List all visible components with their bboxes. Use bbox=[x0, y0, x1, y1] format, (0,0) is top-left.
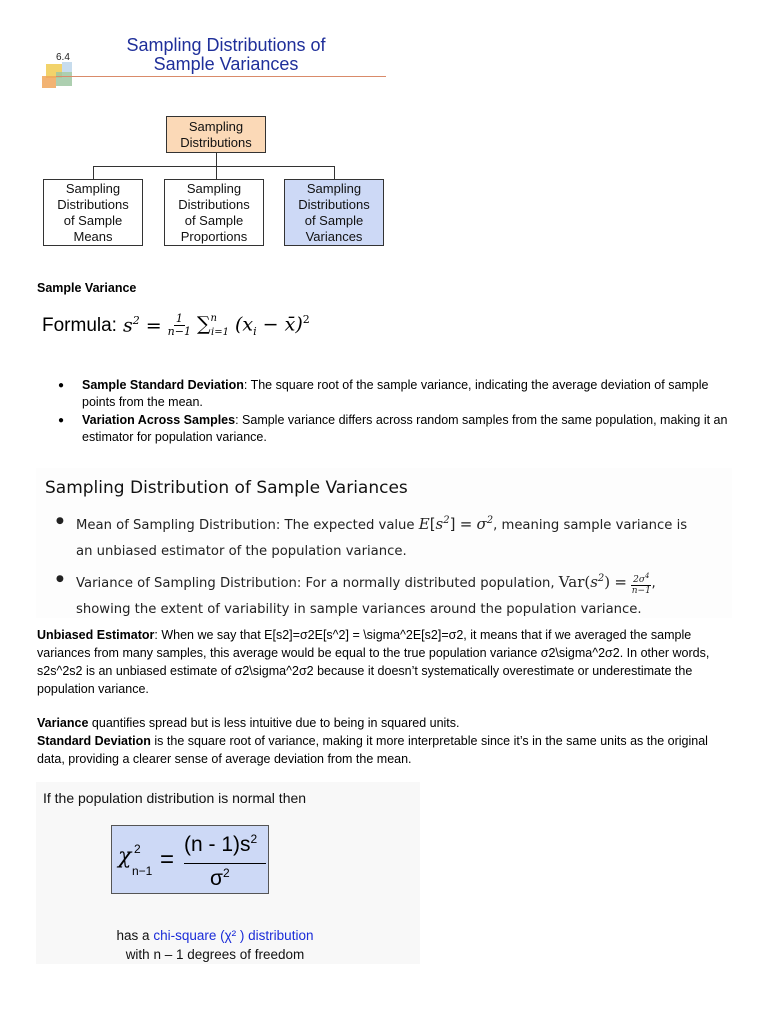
diagram-connector bbox=[216, 166, 217, 179]
chi-square-intro: If the population distribution is normal then bbox=[43, 790, 307, 806]
title-underline bbox=[56, 76, 386, 77]
chi-square-caption: has a chi-square (χ² ) distribution with n – 1 degrees of freedom bbox=[116, 928, 314, 962]
list-item: ● Variation Across Samples: Sample variance differs across random samples from the same population, making it an estimator for population variance. bbox=[56, 412, 736, 446]
variance-of-sampling-distribution-bullet: ● Variance of Sampling Distribution: For a normally distributed population, $Var(s^2)$ = $\frac{2\sigma^4}{n-1}$ , showing the extent of variability in sample variances around the population variance. bbox=[56, 571, 656, 617]
sample-variance-formula: Formula: $s^2$ = $\frac{1}{n-1}$ ∑$^n_{i=1}$ ($x_i$ − x̄)$^2$ bbox=[42, 312, 310, 339]
unbiased-estimator-paragraph: Unbiased Estimator: When we say that E[s2]=σ2E[s^2] = \sigma^2E[s2]=σ2, it means that if we averaged the sample variances from many samples, this average would be equal to the true population variance σ2\sigma^2σ2. In other words, s2s^2s2 is an unbiased estimate of σ2\sigma^2σ2 because it doesn’t systematically overestimate or underestimate the population variance. bbox=[37, 628, 710, 696]
diagram-box-means: Sampling Distributions of Sample Means bbox=[43, 179, 143, 246]
slide-number: 6.4 bbox=[56, 52, 70, 63]
diagram-box-variances: Sampling Distributions of Sample Variances bbox=[284, 179, 384, 246]
diagram-root-box: Sampling Distributions bbox=[166, 116, 266, 153]
mean-of-sampling-distribution-bullet: ● Mean of Sampling Distribution: The expected value $E[s^2] = \sigma^2$, meaning sample variance is an unbiased estimator of the population variance. bbox=[56, 515, 688, 559]
sampling-distribution-title: Sampling Distribution of Sample Variances bbox=[45, 478, 408, 498]
diagram-connector bbox=[334, 166, 335, 179]
list-item: ● Sample Standard Deviation: The square root of the sample variance, indicating the average deviation of sample points from the mean. bbox=[56, 377, 736, 411]
diagram-connector bbox=[93, 166, 335, 167]
chi-square-formula-box: χ 2 n−1 = $(n - 1)s^2$ $\sigma^2$ bbox=[111, 825, 269, 894]
diagram-connector bbox=[216, 153, 217, 166]
variance-bullet-list bbox=[56, 377, 736, 447]
sample-variance-heading: Sample Variance bbox=[37, 281, 137, 295]
diagram-connector bbox=[93, 166, 94, 179]
chi-square-link: chi-square (χ² ) distribution bbox=[153, 928, 314, 943]
page-title: Sampling Distributions of Sample Variances bbox=[126, 35, 326, 74]
diagram-box-proportions: Sampling Distributions of Sample Proportions bbox=[164, 179, 264, 246]
variance-note-paragraph: Variance quantifies spread but is less intuitive due to being in squared units. Standard Deviation is the square root of variance, making it more interpretable since it’s in the same units as the original data, providing a clearer sense of average deviation from the mean. bbox=[37, 716, 708, 766]
chi-symbol: χ bbox=[118, 844, 132, 869]
